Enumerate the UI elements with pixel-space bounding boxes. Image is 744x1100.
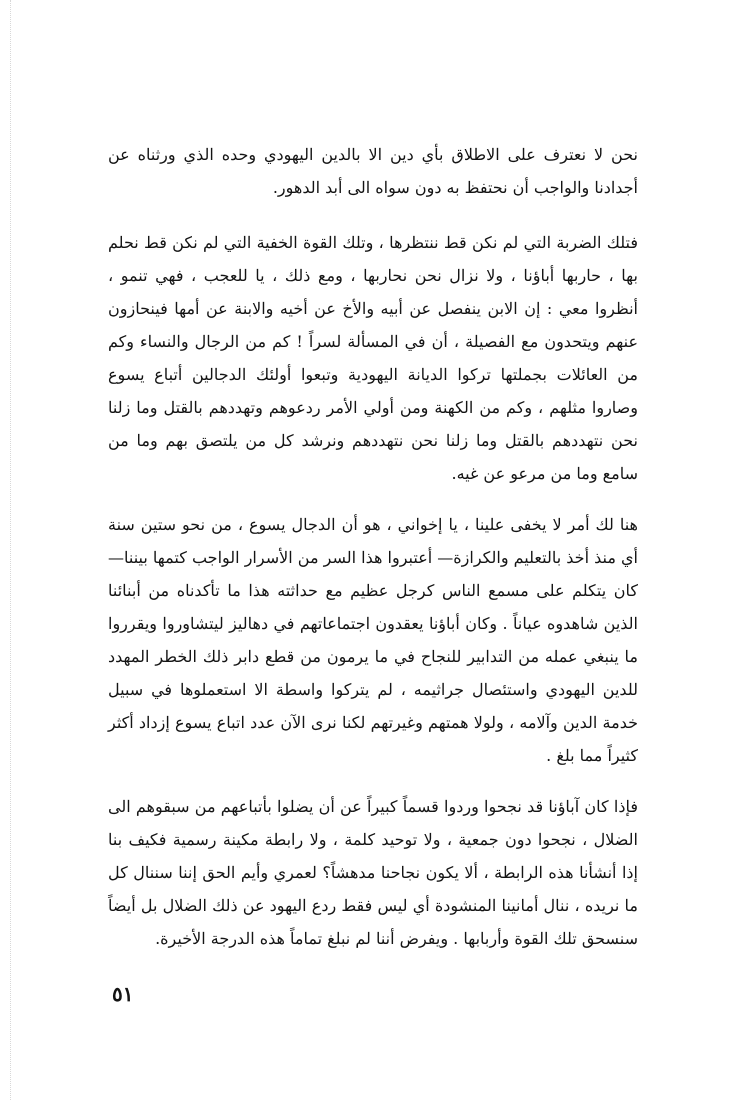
paragraph-2: فتلك الضربة التي لم نكن قط ننتظرها ، وتلك القوة الخفية التي لم نكن قط نحلم بها ، حاربها أباؤنا ، ولا نزال نحن نحاربها ، ومع ذلك ، يا للعجب ، فهي تنمو ، أنظروا معي : إن الابن ينفصل عن أبيه والأخ عن أخيه والابنة عن أمها فينحازون عنهم ويتحدون مع الفصيلة ، أن في المسألة لسراً ! كم من الرجال والنساء وكم من العائلات بجملتها تركوا الديانة اليهودية وتبعوا أولئك الدجالين أتباع يسوع وصاروا مثلهم ، وكم من الكهنة ومن أولي الأمر ردعوهم وتهددهم بالقتل وما زلنا نحن نتهددهم بالقتل وما زلنا نحن نتهددهم ونرشد كل من يلتصق بهم وما من سامع وما من مرعو عن غيه. [108, 233, 639, 483]
scan-edge-mark [10, 0, 11, 1100]
page-number: ٥١ [112, 982, 134, 1006]
paragraph-1: نحن لا نعترف على الاطلاق بأي دين الا بالدين اليهودي وحده الذي ورثناه عن أجدادنا والواجب أن نحتفظ به دون سواه الى أبد الدهور. [108, 145, 638, 197]
paragraph-3: هنا لك أمر لا يخفى علينا ، يا إخواني ، هو أن الدجال يسوع ، من نحو ستين سنة أي منذ أخذ بالتعليم والكرازة— أعتبروا هذا السر من الأسرار الواجب كتمها بيننا— كان يتكلم على مسمع الناس كرجل عظيم مع حداثته هذا ما تأكدناه من أبنائنا الذين شاهدوه عياناً . وكان أباؤنا يعقدون اجتماعاتهم في دهاليز ليتشاوروا ويقرروا ما ينبغي عمله من التدابير للنجاح في ما يرمون من قطع دابر ذلك الخطر المهدد للدين اليهودي واستئصال جراثيمه ، لم يتركوا واسطة الا استعملوها في سبيل خدمة الدين وآلامه ، ولولا همتهم وغيرتهم لكنا نرى الآن عدد اتباع يسوع إزداد أكثر كثيراً مما بلغ . [108, 515, 638, 765]
paragraph-4: فإذا كان آباؤنا قد نجحوا وردوا قسماً كبيراً عن أن يضلوا بأتباعهم من سبقوهم الى الضلال ، نجحوا دون جمعية ، ولا توحيد كلمة ، ولا رابطة مكينة رسمية فكيف بنا إذا أنشأنا هذه الرابطة ، ألا يكون نجاحنا مدهشاً؟ لعمري وأيم الحق إننا سننال كل ما نريده ، ننال أمانينا المنشودة أي ليس فقط ردع اليهود عن ذلك الضلال بل أيضاً سنسحق تلك القوة وأربابها . ويفرض أننا لم نبلغ تماماً هذه الدرجة الأخيرة. [108, 797, 639, 948]
